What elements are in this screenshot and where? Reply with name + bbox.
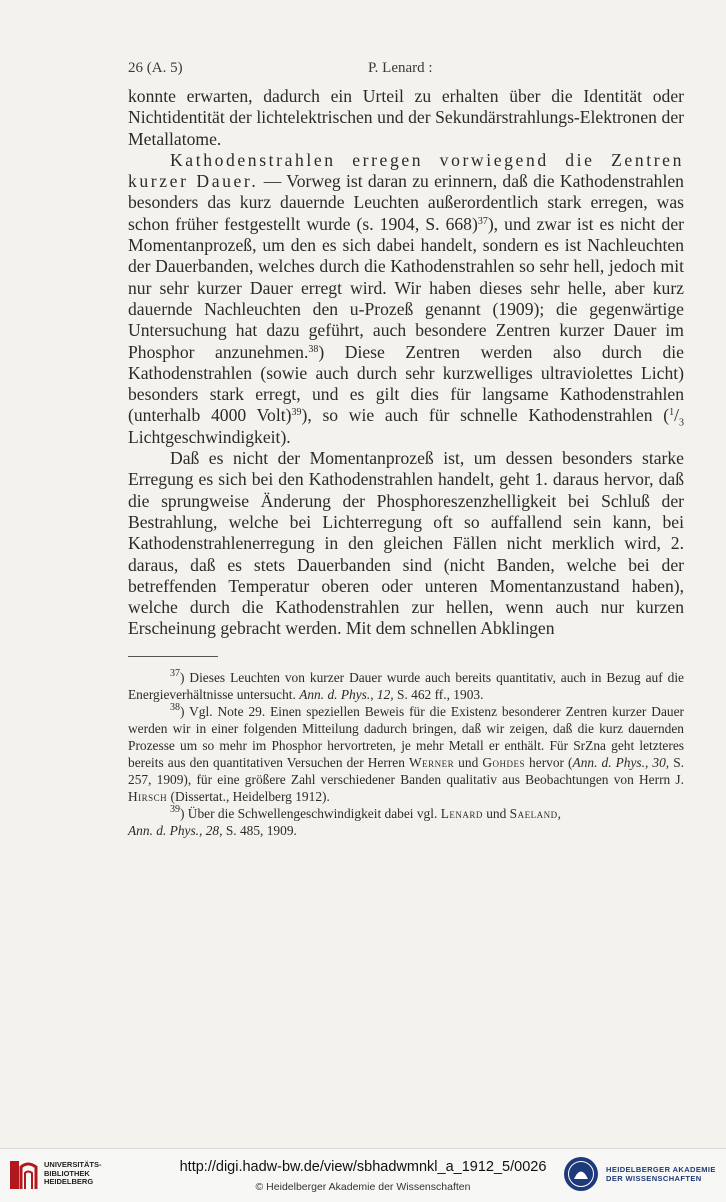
footnote-text: hervor (	[525, 754, 573, 770]
footnote-number: 37	[170, 667, 180, 679]
main-text	[128, 86, 684, 839]
footnote-text: S. 485, 1909.	[222, 822, 297, 838]
author-name: Hirsch	[128, 788, 168, 804]
viewer-footer	[0, 1148, 726, 1202]
footnote-39	[128, 805, 684, 839]
fraction-slash: /	[674, 405, 679, 426]
footnote-text: S. 257, 1909), für eine größere Zahl verschiedener Banden qualitativ aus Beobachtungen von Herrn J.	[128, 754, 684, 787]
paragraph-3	[128, 448, 684, 640]
library-name-line: HEIDELBERG	[44, 1177, 94, 1186]
footnote-text: ) Über die Schwellengeschwindigkeit dabei vgl.	[180, 805, 441, 821]
author-name: Saeland,	[509, 805, 562, 821]
academy-name-line: DER WISSENSCHAFTEN	[606, 1174, 702, 1183]
footnote-ref-39[interactable]: 39	[291, 407, 302, 419]
footnote-number: 39	[170, 803, 180, 815]
library-name-line: UNIVERSITÄTS-	[44, 1160, 102, 1169]
paragraph-2-text-c: ) Diese Zentren werden also durch die Kathodenstrahlen (sowie auch durch sehr kurzwelliges ultraviolettes Licht) besonders stark erregt, und es gilt dies für langsame Kathodenstrahlen (unterhalb 4000 Volt)	[128, 341, 684, 426]
paragraph-3-text: Daß es nicht der Momentanprozeß ist, um dessen besonders starke Erregung es sich bei den Kathodenstrahlen handelt, geht 1. daraus hervor, daß die sprungweise Änderung der Phosphoreszenzhelligkeit bei Schluß der Bestrahlung, welche bei Lichterregung oft so auffallend sein kann, bei Kathodenstrahlenerregung in den gleichen Fällen nicht merklich wird, 2. daraus, daß es stets Dauerbanden sind (nicht Banden, welche bei der betreffenden Temperatur oberen oder unteren Momentanzustand haben), welche durch die Kathodenstrahlen zur hellen, wenn auch nur kurzen Erscheinung gebracht werden. Mit dem schnellen Abklingen	[128, 448, 684, 639]
fraction-denominator: 3	[679, 417, 684, 429]
author-name: Werner	[408, 754, 455, 770]
author-name: Gohdes	[482, 754, 525, 770]
paragraph-1	[128, 86, 684, 150]
footnote-text: ) Vgl. Note 29. Einen speziellen Beweis für die Existenz besonderer Zentren kurzer Dauer werden wir in einer folgenden Mitteilung dadurch bringen, daß wir zeigen, daß die kurz dauernden Prozesse um so mehr im Phosphor hervortreten, je mehr Metall er enthält. Für SrZna geht letzteres bereits aus den quantitativen Versuchen der Herren	[128, 703, 684, 770]
footnote-divider	[128, 656, 218, 657]
paragraph-2	[128, 150, 684, 448]
citation: Ann. d. Phys., 28,	[128, 822, 223, 838]
academy-name	[606, 1165, 716, 1183]
citation: Ann. d. Phys., 30,	[572, 754, 670, 770]
footnote-text: und	[482, 805, 510, 821]
copyright-notice: © Heidelberger Akademie der Wissenschaften	[255, 1181, 471, 1193]
footnote-text: S. 462 ff., 1903.	[393, 686, 484, 702]
section-title: Kathodenstrahlen erregen vorwiegend die Zentren kurzer Dauer.	[128, 149, 684, 192]
page-number: 26 (A. 5)	[128, 60, 183, 76]
footnote-text: und	[454, 754, 483, 770]
footnote-38	[128, 703, 684, 805]
paragraph-2-text-b: ), und zwar ist es nicht der Momentanprozeß, um den es sich dabei handelt, sondern es ist Nachleuchten der Dauerbanden, welches durch die Kathodenstrahlen so sehr hell, jedoch mit nur sehr kurzer Dauer erregt wird. Wir haben dieses sehr helle, aber kurz dauernde Nachleuchten den u-Prozeß genannt (1909); die gegenwärtige Untersuchung hat dazu geführt, auch besondere Zentren kurzer Dauer im Phosphor anzunehmen.	[128, 213, 684, 362]
footnote-37	[128, 669, 684, 703]
author-name: Lenard	[440, 805, 483, 821]
fraction-numerator: 1	[669, 407, 675, 419]
paragraph-1-text: konnte erwarten, dadurch ein Urteil zu erhalten über die Identität oder Nichtidentität der lichtelektrischen und der Sekundärstrahlungs-Elektronen der Metallatome.	[128, 86, 684, 149]
footnote-ref-38[interactable]: 38	[308, 343, 319, 355]
footnote-ref-37[interactable]: 37	[477, 215, 488, 227]
paragraph-2-text-e: Lichtgeschwindigkeit).	[128, 426, 291, 447]
academy-name-line: HEIDELBERGER AKADEMIE	[606, 1165, 716, 1174]
citation: Ann. d. Phys., 12,	[299, 686, 394, 702]
academy-seal-icon[interactable]	[562, 1155, 600, 1193]
footnote-text: (Dissertat., Heidelberg 1912).	[167, 788, 330, 804]
page-url-link[interactable]: http://digi.hadw-bw.de/view/sbhadwmnkl_a_1912_5/0026	[179, 1159, 547, 1175]
footnote-text: ) Dieses Leuchten von kurzer Dauer wurde auch bereits quantitativ, auch in Bezug auf die Energieverhältnisse untersucht.	[128, 669, 684, 702]
paragraph-2-text-a: — Vorweg ist daran zu erinnern, daß die Kathodenstrahlen besonders das kurz dauernde Leuchten außerordentlich stark erregen, was schon früher festgestellt wurde (s. 1904, S. 668)	[128, 171, 684, 234]
running-head: P. Lenard :	[368, 60, 433, 76]
library-name-line: BIBLIOTHEK	[44, 1168, 90, 1178]
footnote-number: 38	[170, 701, 180, 713]
paragraph-2-text-d: ), so wie auch für schnelle Kathodenstrahlen (	[301, 405, 670, 426]
